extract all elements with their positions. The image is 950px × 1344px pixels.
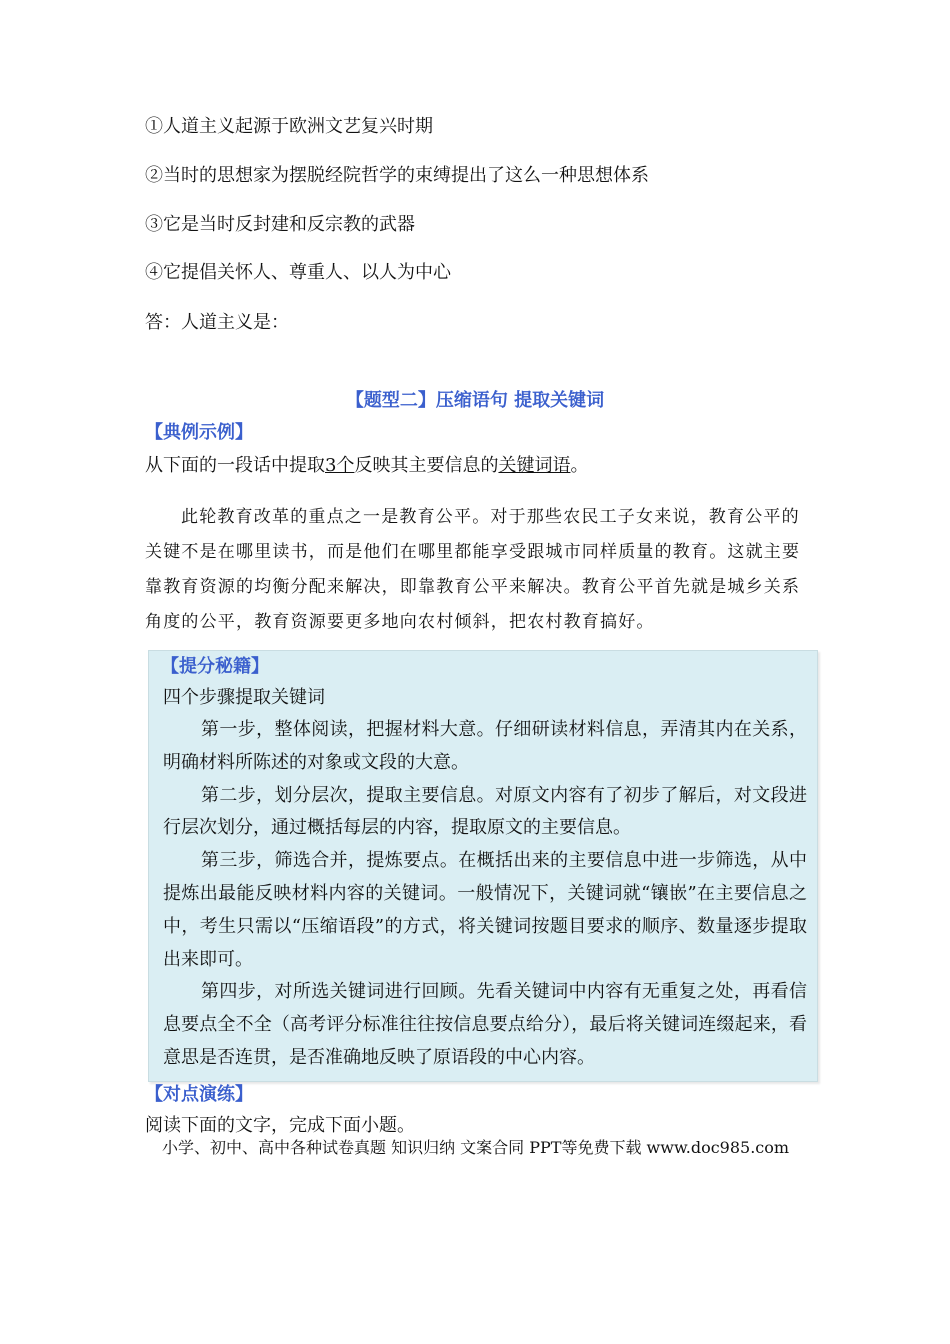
practice-instruction: 阅读下面的文字，完成下面小题。 — [145, 1115, 415, 1136]
intro-item-4: ④它提倡关怀人、尊重人、以人为中心 — [145, 262, 451, 283]
tips-box — [148, 650, 818, 1082]
prompt-post: 。 — [570, 455, 589, 476]
prompt-count: 3个 — [325, 455, 355, 476]
example-prompt — [145, 454, 588, 478]
prompt-pre: 从下面的一段话中提取 — [145, 455, 325, 476]
prompt-keywords: 关键词语 — [498, 455, 571, 476]
intro-item-1: ①人道主义起源于欧洲文艺复兴时期 — [145, 116, 433, 137]
example-passage: 此轮教育改革的重点之一是教育公平。对于那些农民工子女来说，教育公平的关键不是在哪里读书，而是他们在哪里都能享受跟城市同样质量的教育。这就主要靠教育资源的均衡分配来解决，即靠教育公平来解决。教育公平首先就是城乡关系角度的公平，教育资源要更多地向农村倾斜，把农村教育搞好。 — [145, 507, 801, 632]
section-title: 【题型二】压缩语句 提取关键词 — [345, 390, 605, 411]
example-heading: 【典例示例】 — [145, 422, 253, 443]
tips-heading: 【提分秘籍】 — [161, 656, 269, 677]
tips-step-3: 第三步，筛选合并，提炼要点。在概括出来的主要信息中进一步筛选，从中提炼出最能反映材料内容的关键词。一般情况下，关键词就“镶嵌”在主要信息之中，考生只需以“压缩语段”的方式，将关键词按题目要求的顺序、数量逐步提取出来即可。 — [163, 850, 807, 970]
prompt-mid: 反映其主要信息的 — [354, 455, 499, 476]
tips-step-1: 第一步，整体阅读，把握材料大意。仔细研读材料信息，弄清其内在关系，明确材料所陈述的对象或文段的大意。 — [163, 719, 807, 773]
tips-subtitle: 四个步骤提取关键词 — [163, 687, 325, 708]
tips-step-4: 第四步，对所选关键词进行回顾。先看关键词中内容有无重复之处，再看信息要点全不全（高考评分标准往往按信息要点给分），最后将关键词连缀起来，看意思是否连贯，是否准确地反映了原语段的中心内容。 — [163, 981, 807, 1068]
footer-text: 小学、初中、高中各种试卷真题 知识归纳 文案合同 PPT等免费下载 www.doc985.com — [162, 1138, 790, 1157]
tips-body — [163, 714, 807, 1075]
intro-item-2: ②当时的思想家为摆脱经院哲学的束缚提出了这么一种思想体系 — [145, 165, 649, 186]
intro-answer: 答：人道主义是： — [145, 312, 289, 333]
intro-item-3: ③它是当时反封建和反宗教的武器 — [145, 214, 415, 235]
practice-heading: 【对点演练】 — [145, 1084, 253, 1105]
tips-step-2: 第二步，划分层次，提取主要信息。对原文内容有了初步了解后，对文段进行层次划分，通过概括每层的内容，提取原文的主要信息。 — [163, 784, 807, 839]
